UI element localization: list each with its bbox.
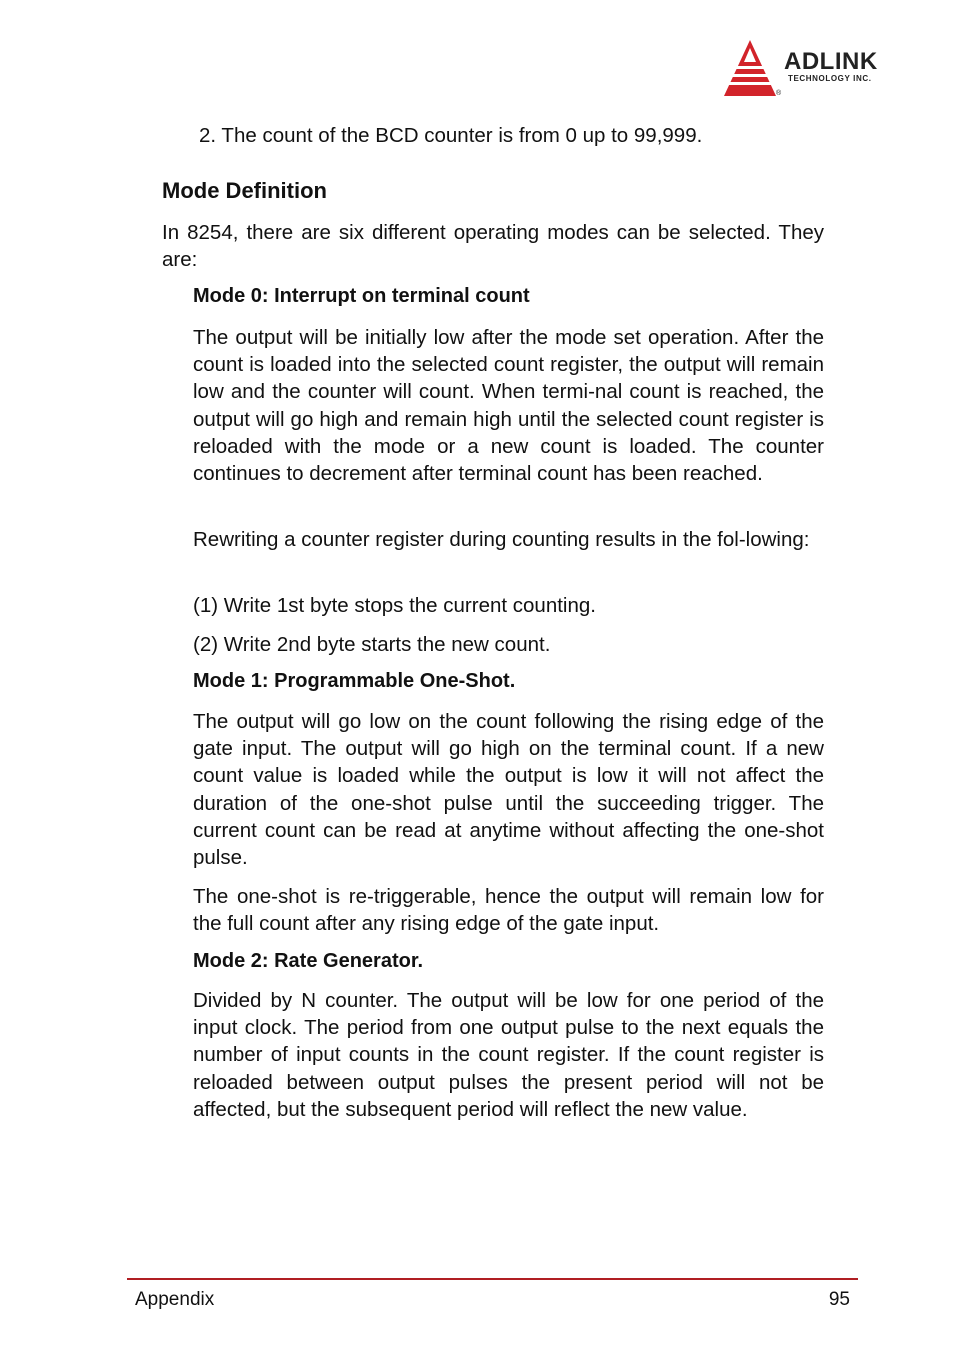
section-title: Mode Definition (162, 178, 327, 203)
mode1-paragraph: The output will go low on the count following the rising edge of the gate input. The output will go high on the terminal count. If a new count value is loaded while the output is low it will not affect the duration of the one-shot pulse until the succeeding trigger. The current count can be read at anytime without affecting the one-shot pulse. (193, 710, 824, 870)
intro-paragraph: In 8254, there are six different operating modes can be selected. They are: (162, 221, 824, 272)
mode1-retrigger-paragraph: The one-shot is re-triggerable, hence the output will remain low for the full count after any rising edge of the gate input. (193, 885, 824, 936)
mode1-title: Mode 1: Programmable One-Shot. (193, 670, 516, 692)
mode2-title: Mode 2: Rate Generator. (193, 950, 424, 972)
page-number: 95 (828, 1289, 850, 1310)
bcd-note: 2. The count of the BCD counter is from 0 up to 99,999. (199, 124, 703, 147)
mode0-paragraph: The output will be initially low after the mode set operation. After the count is loaded into the selected count register, the output will remain low and the counter will count. When termi-nal count is reached, the output will go high and remain high until the selected count register is reloaded with the mode or a new count is loaded. The counter continues to decrement after terminal count has been reached. (193, 326, 824, 486)
footer-rule (127, 1278, 858, 1280)
brand-subtitle: TECHNOLOGY INC. (788, 74, 872, 83)
mode0-title: Mode 0: Interrupt on terminal count (193, 285, 530, 307)
registered-mark: ® (776, 90, 782, 97)
adlink-logo (722, 38, 922, 100)
footer-section-label: Appendix (135, 1289, 215, 1310)
mode0-item-2: (2) Write 2nd byte starts the new count. (193, 633, 551, 656)
mode0-rewrite-paragraph: Rewriting a counter register during counting results in the fol-lowing: (193, 528, 810, 551)
adlink-triangle-icon (722, 38, 782, 100)
mode0-item-1: (1) Write 1st byte stops the current counting. (193, 594, 596, 617)
brand-name: ADLINK (784, 48, 878, 75)
mode2-paragraph: Divided by N counter. The output will be low for one period of the input clock. The period from one output pulse to the next equals the number of input counts in the count register. If the count register is reloaded between output pulses the present period will not be affected, but the subsequent period will reflect the new value. (193, 989, 824, 1121)
